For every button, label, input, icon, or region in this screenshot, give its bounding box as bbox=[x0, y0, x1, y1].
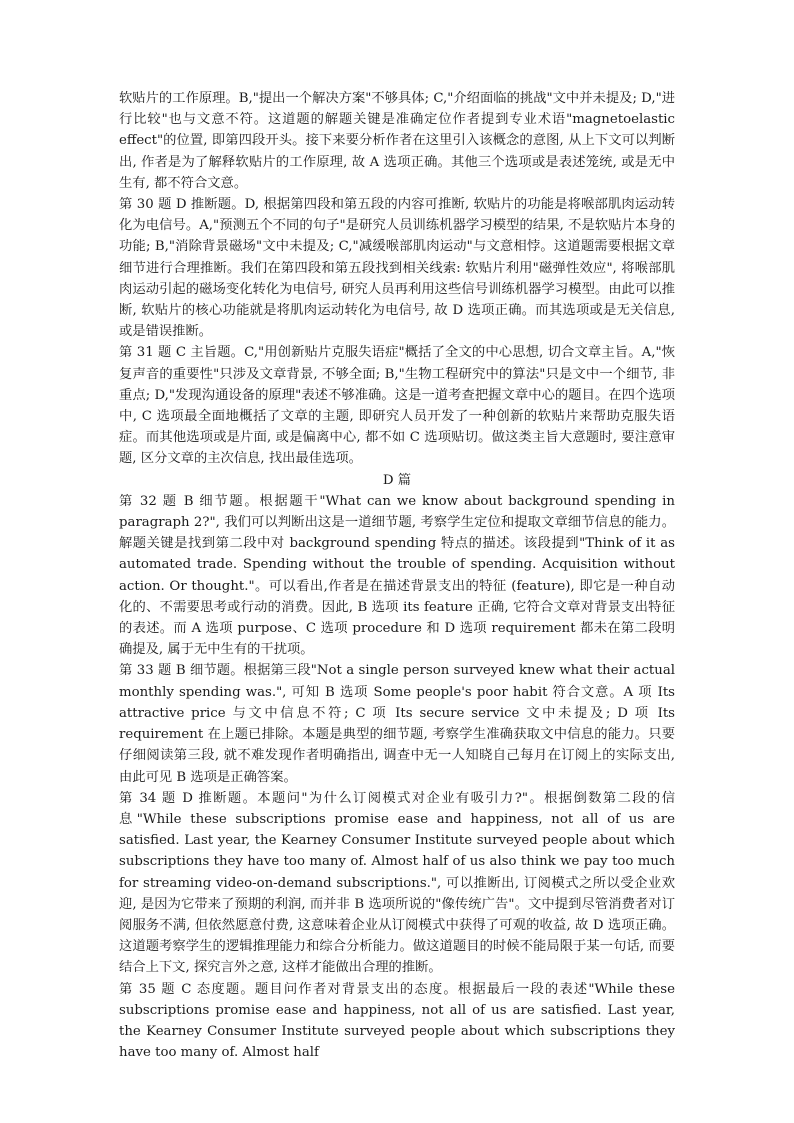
paragraph-q30: 第 30 题 D 推断题。D, 根据第四段和第五段的内容可推断, 软贴片的功能是将喉部肌肉运动转化为电信号。A,"预测五个不同的句子"是研究人员训练机器学习模型的结果, 不是软贴片本身的功能; B,"消除背景磁场"文中未提及; C,"减缓喉部肌肉运动"与文意相悖。这道题需要根据文章细节进行合理推断。我们在第四段和第五段找到相关线索: 软贴片利用"磁弹性效应", 将喉部肌肉运动引起的磁场变化转化为电信号, 研究人员再利用这些信号训练机器学习模型。由此可以推断, 软贴片的核心功能就是将肌肉运动转化为电信号, 故 D 选项正确。而其选项或是无关信息, 或是错误推断。 bbox=[119, 197, 675, 340]
document-page bbox=[119, 88, 675, 1063]
paragraph-q33: 第 33 题 B 细节题。根据第三段"Not a single person surveyed knew what their actual monthly spending was.", 可知 B 选项 Some people's poor habit 符合文意。A 项 Its attractive price 与文中信息不符; C 项 Its secure service 文中未提及; D 项 Its requirement 在上题已排除。本题是典型的细节题, 考察学生准确获取文中信息的能力。只要仔细阅读第三段, 就不难发现作者明确指出, 调查中无一人知晓自己每月在订阅上的实际支出, 由此可见 B 选项是正确答案。 bbox=[119, 663, 675, 785]
section-title-d: D 篇 bbox=[382, 472, 412, 488]
paragraph-q35: 第 35 题 C 态度题。题目问作者对背景支出的态度。根据最后一段的表述"While these subscriptions promise ease and happiness, not all of us are satisfied. Last year, the Kearney Consumer Institute surveyed people about which subscriptions they have too many of. Almost half bbox=[119, 981, 675, 1061]
paragraph-q34: 第 34 题 D 推断题。本题问"为什么订阅模式对企业有吸引力?"。根据倒数第二段的信息"While these subscriptions promise ease and happiness, not all of us are satisfied. Last year, the Kearney Consumer Institute surveyed people about which subscriptions they have too many of. Almost half of us also think we pay too much for streaming video-on-demand subscriptions.", 可以推断出, 订阅模式之所以受企业欢迎, 是因为它带来了预期的利润, 而并非 B 选项所说的"像传统广告"。文中提到尽管消费者对订阅服务不满, 但依然愿意付费, 这意味着企业从订阅模式中获得了可观的收益, 故 D 选项正确。这道题考察学生的逻辑推理能力和综合分析能力。做这道题目的时候不能局限于某一句话, 而要结合上下文, 探究言外之意, 这样才能做出合理的推断。 bbox=[119, 790, 675, 976]
paragraph-q31: 第 31 题 C 主旨题。C,"用创新贴片克服失语症"概括了全文的中心思想, 切合文章主旨。A,"恢复声音的重要性"只涉及文章背景, 不够全面; B,"生物工程研究中的算法"只是文中一个细节, 非重点; D,"发现沟通设备的原理"表述不够准确。这是一道考查把握文章中心的题目。在四个选项中, C 选项最全面地概括了文章的主题, 即研究人员开发了一种创新的软贴片来帮助克服失语症。而其他选项或是片面, 或是偏离中心, 都不如 C 选项贴切。做这类主旨大意题时, 要注意审题, 区分文章的主次信息, 找出最佳选项。 bbox=[119, 345, 675, 467]
paragraph-q32: 第 32 题 B 细节题。根据题干"What can we know about background spending in paragraph 2?", 我们可以判断出这是一道细节题, 考察学生定位和提取文章细节信息的能力。解题关键是找到第二段中对 background spending 特点的描述。该段提到"Think of it as automated trade. Spending without the trouble of spending. Acquisition without action. Or thought."。可以看出,作者是在描述背景支出的特征 (feature), 即它是一种自动化的、不需要思考或行动的消费。因此, B 选项 its feature 正确, 它符合文章对背景支出特征的表述。而 A 选项 purpose、C 选项 procedure 和 D 选项 requirement 都未在第二段明确提及, 属于无中生有的干扰项。 bbox=[119, 493, 675, 658]
paragraph-q29-tail: 软贴片的工作原理。B,"提出一个解决方案"不够具体; C,"介绍面临的挑战"文中并未提及; D,"进行比较"也与文意不符。这道题的解题关键是准确定位作者提到专业术语"magnetoelastic effect"的位置, 即第四段开头。接下来要分析作者在这里引入该概念的意图, 从上下文可以判断出, 作者是为了解释软贴片的工作原理, 故 A 选项正确。其他三个选项或是表述笼统, 或是无中生有, 都不符合文意。 bbox=[119, 91, 675, 191]
